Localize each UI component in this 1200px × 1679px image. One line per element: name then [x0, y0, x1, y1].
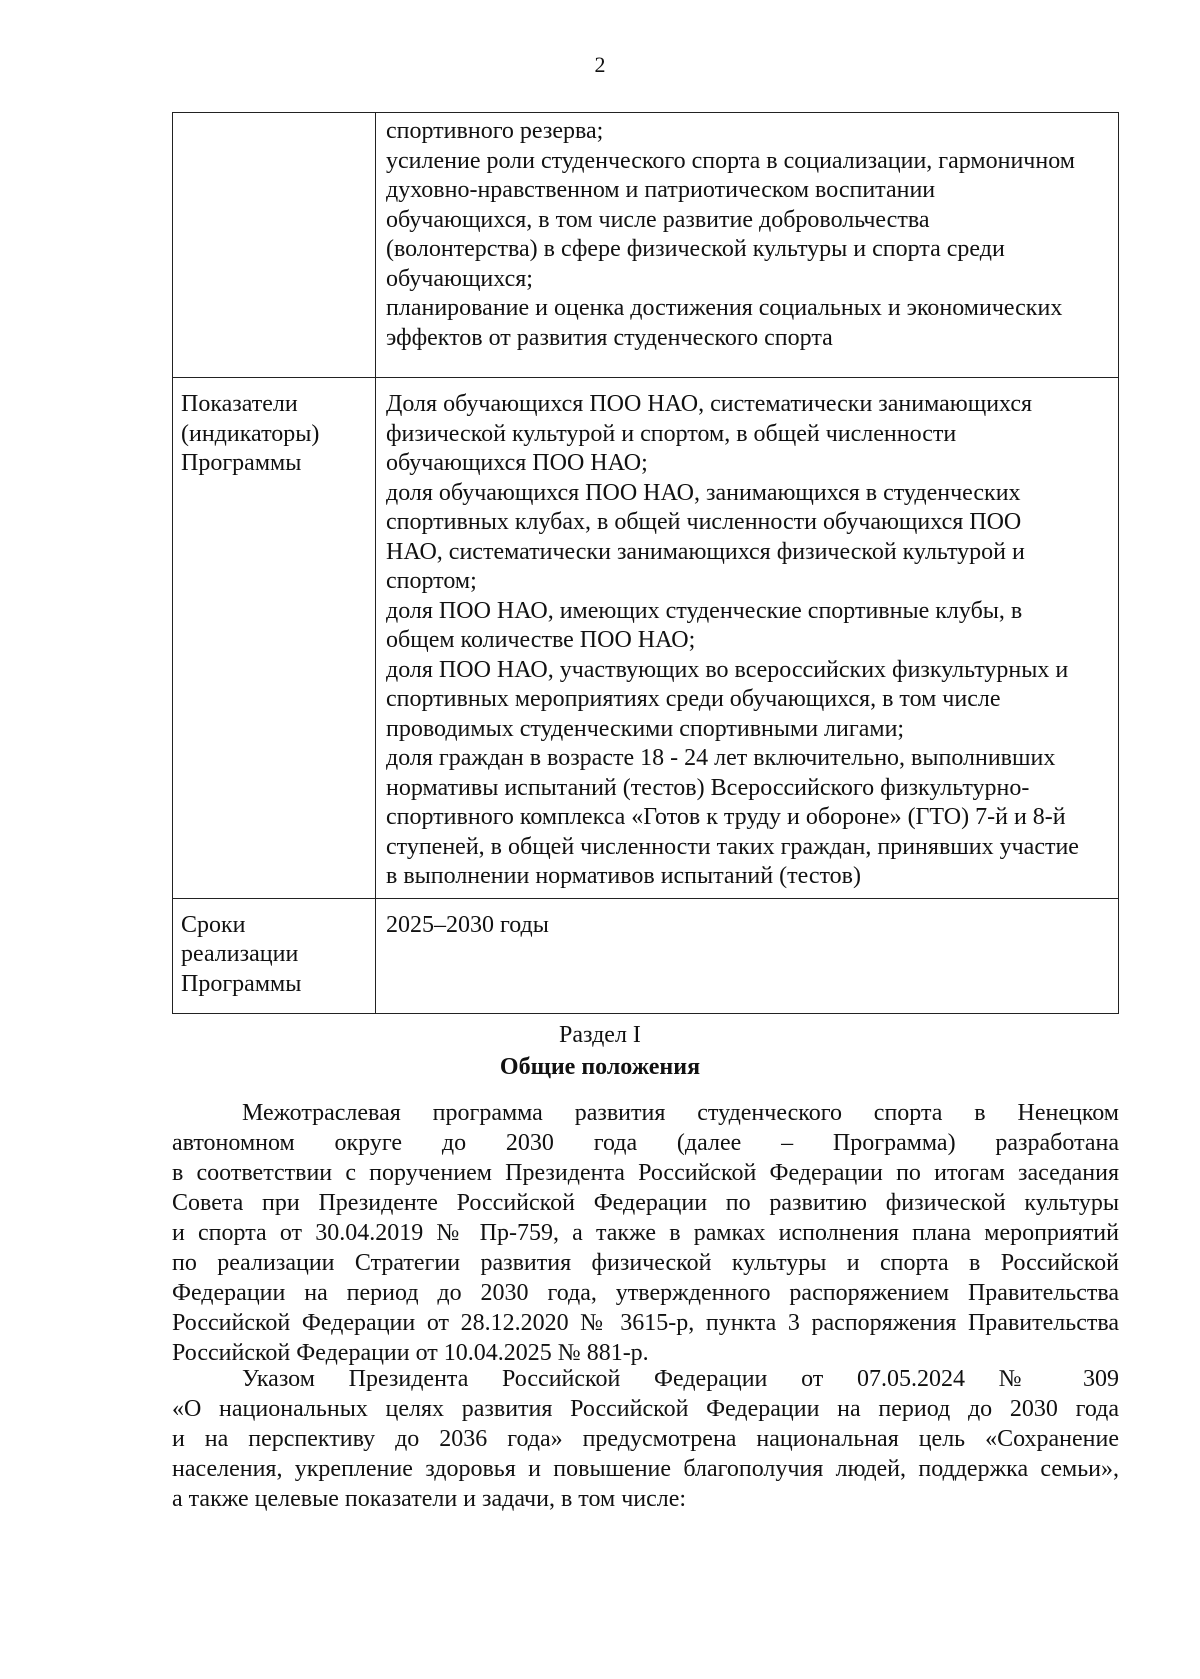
paragraph: [172, 1364, 1119, 1514]
paragraph-line: Совета при Президенте Российской Федерации по развитию физической культуры: [172, 1190, 1119, 1216]
table-row: [173, 898, 1119, 1013]
row-value-cell: [376, 113, 1119, 378]
paragraph-line: и на перспективу до 2036 года» предусмотрена национальная цель «Сохранение: [172, 1426, 1119, 1452]
cell-line: (индикаторы): [181, 420, 320, 447]
cell-line: Программы: [181, 450, 302, 476]
cell-line: спортивного резерва;: [386, 118, 604, 144]
cell-line: планирование и оценка достижения социальных и экономических: [386, 295, 1063, 321]
cell-line: реализации: [181, 941, 299, 967]
cell-line: Доля обучающихся ПОО НАО, систематически занимающихся: [386, 391, 1033, 417]
cell-line: спортивных клубах, в общей численности обучающихся ПОО: [386, 509, 1022, 535]
paragraph-line: Российской Федерации от 10.04.2025 № 881-р.: [172, 1340, 649, 1366]
section-title: Общие положения: [499, 1054, 701, 1080]
cell-line: обучающихся, в том числе развитие добровольчества: [386, 206, 930, 233]
paragraph-line: автономном округе до 2030 года (далее – Программа) разработана: [172, 1130, 1119, 1156]
paragraph-line: а также целевые показатели и задачи, в том числе:: [172, 1486, 687, 1512]
cell-line: спортом;: [386, 568, 477, 594]
page-number: 2: [594, 52, 606, 77]
cell-line: обучающихся;: [386, 265, 533, 292]
table-row: [173, 113, 1119, 378]
table-row: [173, 378, 1119, 899]
cell-line: эффектов от развития студенческого спорта: [386, 324, 833, 351]
paragraph-line: и спорта от 30.04.2019 № Пр-759, а также в рамках исполнения плана мероприятий: [172, 1220, 1119, 1246]
cell-line: Показатели: [181, 391, 298, 417]
cell-line: в выполнении нормативов испытаний (тестов): [386, 863, 861, 889]
cell-line: (волонтерства) в сфере физической культуры и спорта среди: [386, 236, 1005, 262]
cell-line: НАО, систематически занимающихся физической культурой и: [386, 538, 1025, 565]
paragraph-line: «О национальных целях развития Российской Федерации на период до 2030 года: [172, 1396, 1119, 1422]
cell-line: физической культурой и спортом, в общей численности: [386, 420, 957, 447]
row-value-cell: [376, 378, 1119, 899]
program-passport-table: [172, 112, 1119, 1014]
row-label-cell: [173, 113, 376, 378]
cell-line: ступеней, в общей численности таких граждан, принявших участие: [386, 833, 1079, 860]
paragraph-line: Межотраслевая программа развития студенческого спорта в Ненецком: [242, 1100, 1119, 1126]
cell-line: доля ПОО НАО, имеющих студенческие спортивные клубы, в: [386, 597, 1023, 624]
paragraph-line: Указом Президента Российской Федерации от 07.05.2024 № 309: [242, 1366, 1119, 1392]
row-label-cell: [173, 898, 376, 1013]
cell-line: усиление роли студенческого спорта в социализации, гармоничном: [386, 147, 1075, 174]
row-value-cell: [376, 898, 1119, 1013]
cell-line: 2025–2030 годы: [386, 911, 549, 938]
cell-line: проводимых студенческими спортивными лигами;: [386, 715, 905, 742]
paragraph: [172, 1098, 1119, 1368]
paragraph-line: Федерации на период до 2030 года, утвержденного распоряжением Правительства: [172, 1280, 1119, 1306]
paragraph-line: населения, укрепление здоровья и повышение благополучия людей, поддержка семьи»,: [172, 1456, 1119, 1482]
cell-line: доля граждан в возрасте 18 - 24 лет включительно, выполнивших: [386, 745, 1056, 771]
cell-line: духовно-нравственном и патриотическом воспитании: [386, 177, 936, 203]
cell-line: Программы: [181, 970, 302, 997]
cell-line: нормативы испытаний (тестов) Всероссийского физкультурно-: [386, 774, 1030, 801]
cell-line: Сроки: [181, 911, 246, 938]
paragraph-line: по реализации Стратегии развития физической культуры и спорта в Российской: [172, 1250, 1119, 1276]
row-label-cell: [173, 378, 376, 899]
cell-line: доля обучающихся ПОО НАО, занимающихся в студенческих: [386, 479, 1021, 506]
cell-line: доля ПОО НАО, участвующих во всероссийских физкультурных и: [386, 656, 1069, 683]
paragraph-line: в соответствии с поручением Президента Российской Федерации по итогам заседания: [172, 1160, 1119, 1186]
cell-line: спортивных мероприятиях среди обучающихся, в том числе: [386, 686, 1001, 712]
section-number: Раздел I: [559, 1022, 641, 1048]
paragraph-line: Российской Федерации от 28.12.2020 № 3615-р, пункта 3 распоряжения Правительства: [172, 1310, 1119, 1336]
cell-line: общем количестве ПОО НАО;: [386, 627, 696, 653]
cell-line: обучающихся ПОО НАО;: [386, 450, 648, 476]
cell-line: спортивного комплекса «Готов к труду и обороне» (ГТО) 7-й и 8-й: [386, 804, 1066, 830]
